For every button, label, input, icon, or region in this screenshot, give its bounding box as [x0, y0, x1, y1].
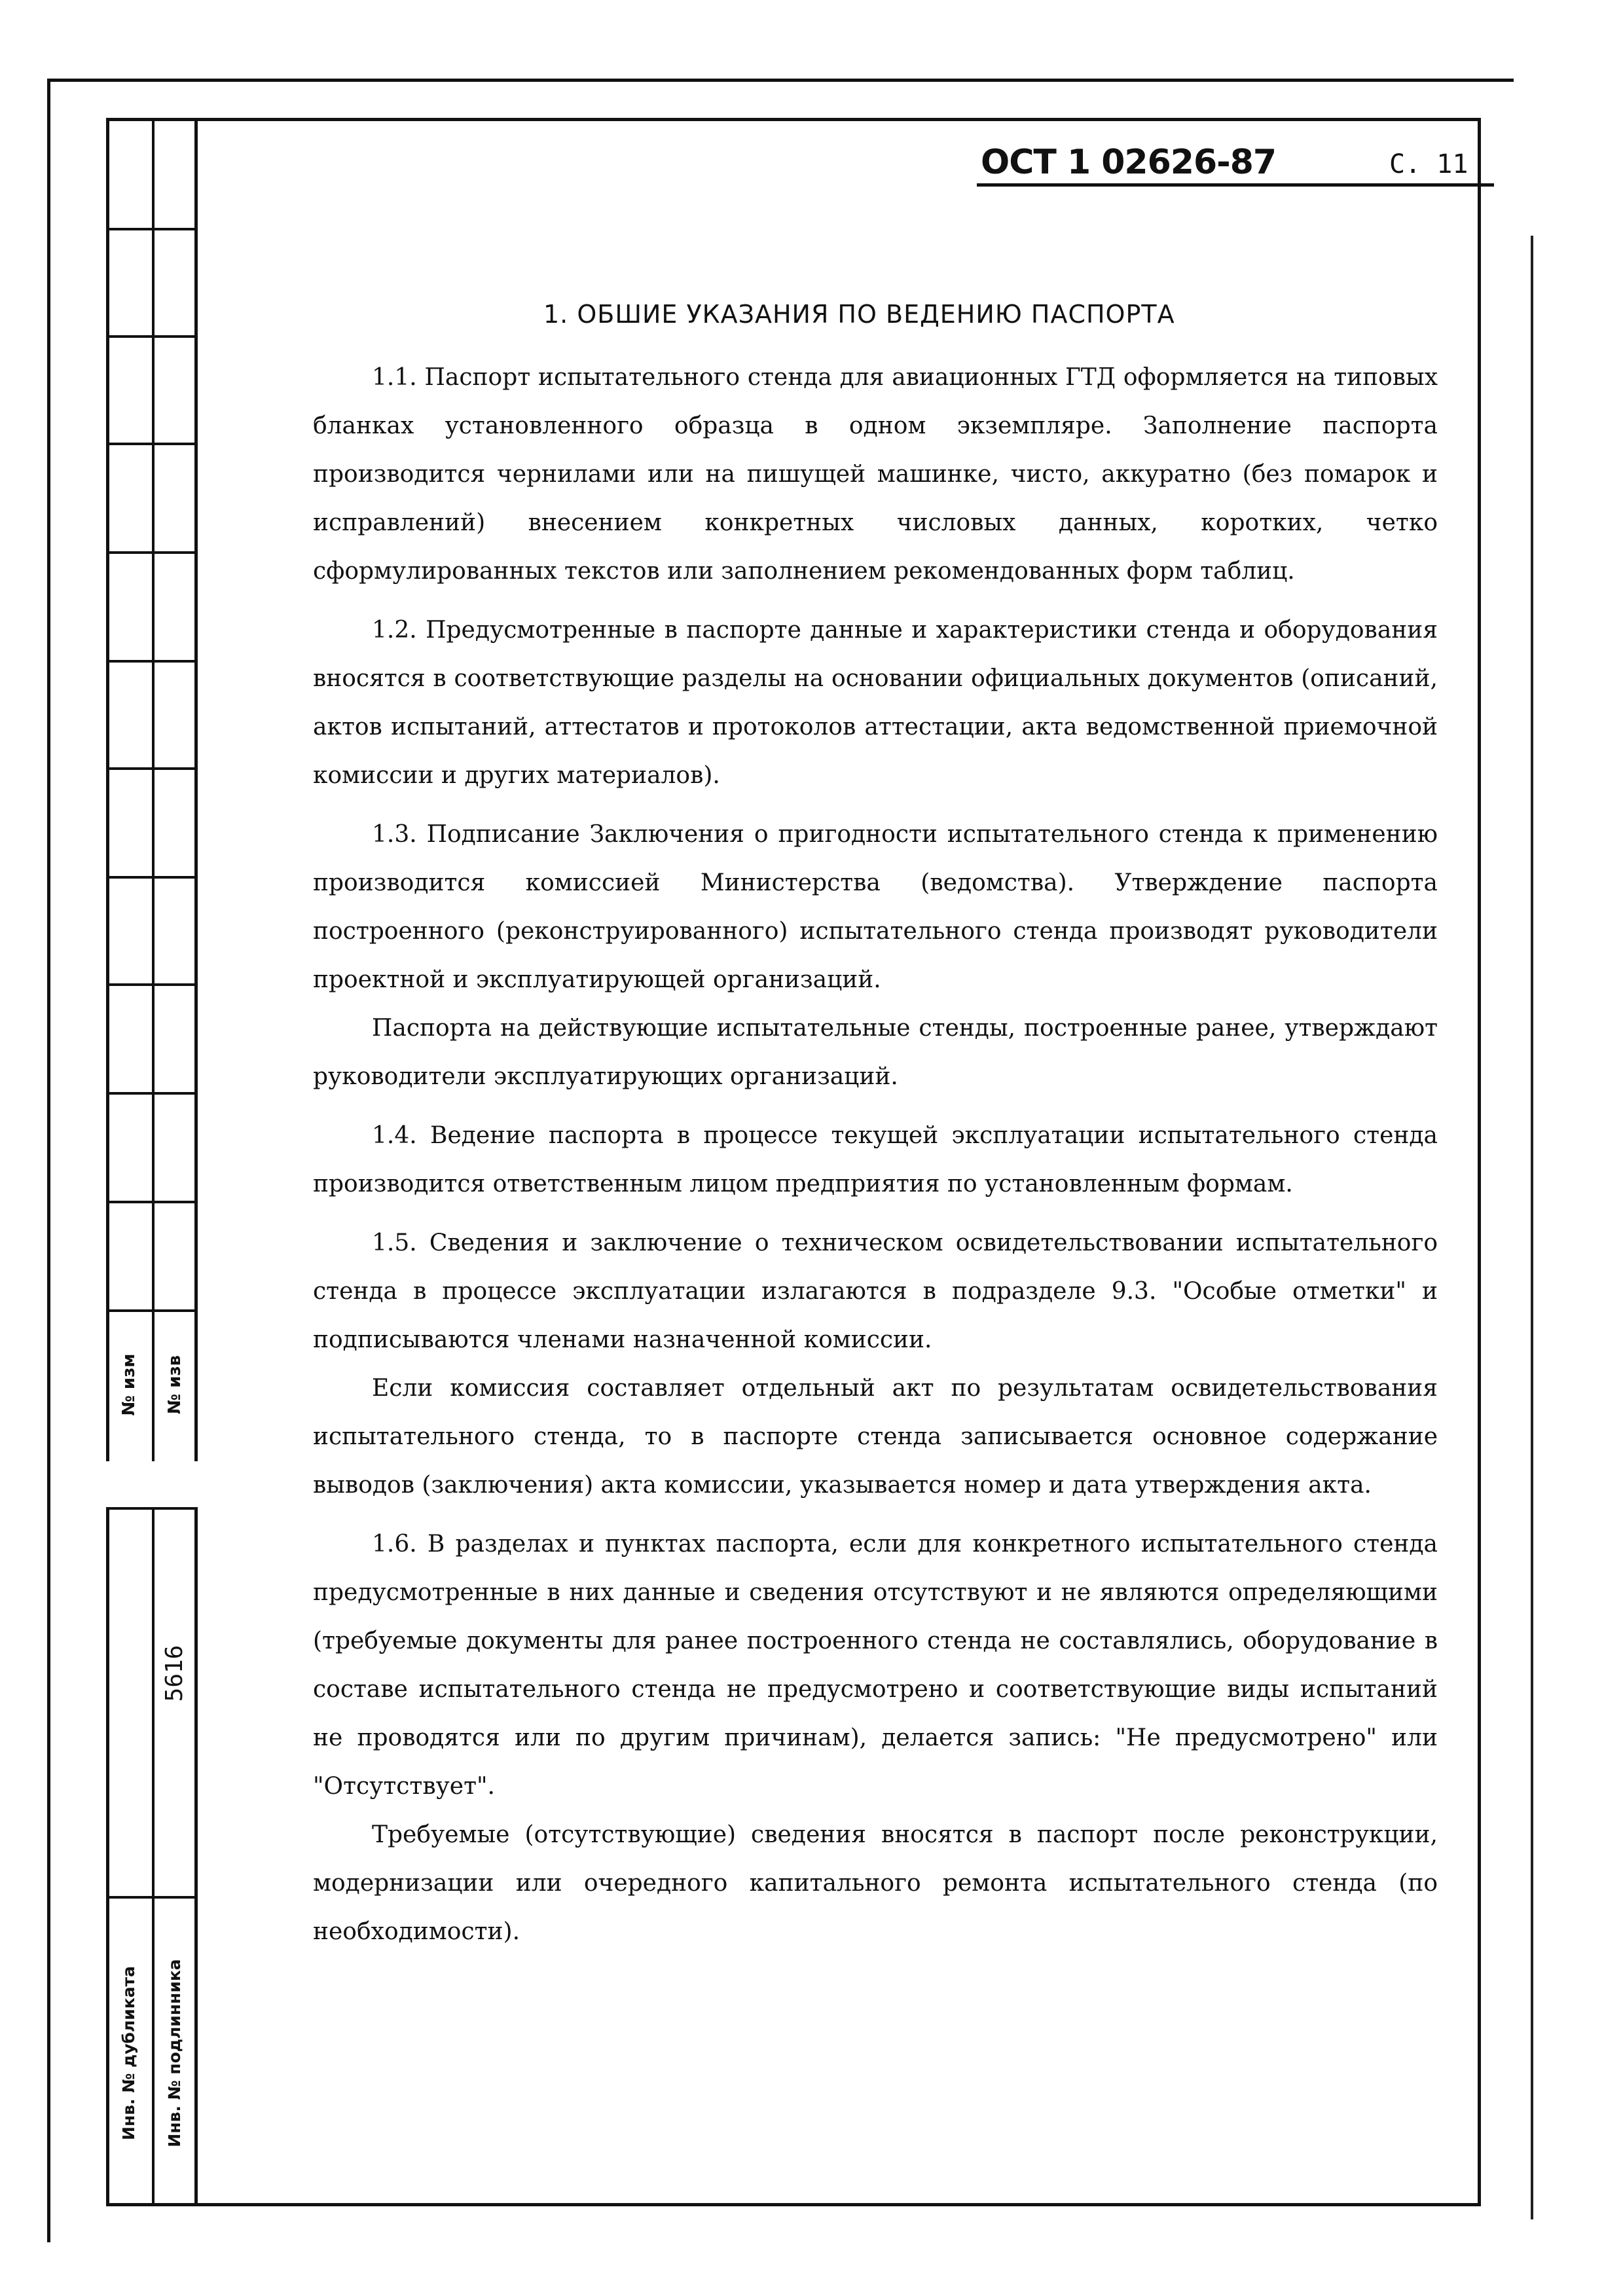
paragraph-1-3-continued: Паспорта на действующие испытательные стенды, построенные ранее, утверждают руководители эксплуатирующих организаций.: [313, 1015, 1438, 1090]
paragraph-1-3: 1.3. Подписание Заключения о пригодности испытательного стенда к применению производится комиссией Министерства (ведомства). Утверждение паспорта построенного (реконструированного) испытательного стенда производят руководители проектной и эксплуатирующей организаций.: [313, 821, 1438, 993]
document-number: ОСТ 1 02626-87: [981, 143, 1277, 182]
right-margin-line: [1531, 236, 1533, 2219]
sidebar-grid-line: [106, 1201, 198, 1203]
izv-label: № изв: [165, 1355, 185, 1415]
sidebar-gap: [92, 1461, 203, 1510]
paragraph-1-1: 1.1. Паспорт испытательного стенда для авиационных ГТД оформляется на типовых бланках установленного образца в одном экземпляре. Заполнение паспорта производится чернилами или на пишущей машинке, чисто, аккуратно (без помарок и исправлений) внесением конкретных числовых данных, коротких, четко сформулированных текстов или заполнением рекомендованных форм таблиц.: [313, 364, 1438, 585]
sidebar-grid-line: [106, 876, 198, 879]
podlinnik-label: Инв. № подлинника: [165, 1959, 184, 2147]
sidebar-grid-line: [106, 1896, 198, 1899]
paragraph-1-4: 1.4. Ведение паспорта в процессе текущей эксплуатации испытательного стенда производится ответственным лицом предприятия по установленным формам.: [313, 1122, 1438, 1197]
section-heading: 1. ОБШИЕ УКАЗАНИЯ ПО ВЕДЕНИЮ ПАСПОРТА: [543, 300, 1175, 329]
dublikat-label: Инв. № дубликата: [119, 1966, 138, 2140]
header-underline: [977, 183, 1494, 187]
sidebar-column-divider: [152, 118, 155, 2206]
paragraph-1-5-continued: Если комиссия составляет отдельный акт по результатам освидетельствования испытательного стенда, то в паспорте стенда записывается основное содержание выводов (заключения) акта комиссии, указывается номер и дата утверждения акта.: [313, 1375, 1438, 1499]
sidebar-grid-line: [106, 767, 198, 770]
izm-label: № изм: [119, 1353, 139, 1416]
body-text: [313, 354, 1438, 1967]
sidebar-grid-line: [106, 1092, 198, 1095]
page-number: С. 11: [1389, 149, 1468, 179]
sidebar-grid-line: [106, 335, 198, 338]
sidebar-grid-line: [106, 1507, 198, 1510]
sidebar-grid-line: [106, 443, 198, 445]
paragraph-1-6: 1.6. В разделах и пунктах паспорта, если для конкретного испытательного стенда предусмотренные в них данные и сведения отсутствуют и не являются определяющими (требуемые документы для ранее построенного стенда не составлялись, оборудование в составе испытательного стенда не предусмотрено и соответствующие виды испытаний не проводятся или по другим причинам), делается запись: "Не предусмотрено" или "Отсутствует".: [313, 1531, 1438, 1800]
sidebar-grid-line: [106, 228, 198, 230]
paragraph-1-2: 1.2. Предусмотренные в паспорте данные и характеристики стенда и оборудования вносятся в соответствующие разделы на основании официальных документов (описаний, актов испытаний, аттестатов и протоколов аттестации, акта ведомственной приемочной комиссии и других материалов).: [313, 617, 1438, 789]
left-margin-tick: [47, 818, 50, 1067]
sidebar-grid-line: [106, 551, 198, 554]
sidebar-grid-line: [106, 1309, 198, 1312]
inventory-number: 5616: [161, 1645, 188, 1702]
paragraph-1-5: 1.5. Сведения и заключение о техническом освидетельствовании испытательного стенда в процессе эксплуатации излагаются в подразделе 9.3. "Особые отметки" и подписываются членами назначенной комиссии.: [313, 1230, 1438, 1353]
sidebar-grid-line: [106, 660, 198, 663]
sidebar-grid-line: [106, 983, 198, 986]
paragraph-1-6-continued: Требуемые (отсутствующие) сведения вносятся в паспорт после реконструкции, модернизации или очередного капитального ремонта испытательного стенда (по необходимости).: [313, 1821, 1438, 1945]
